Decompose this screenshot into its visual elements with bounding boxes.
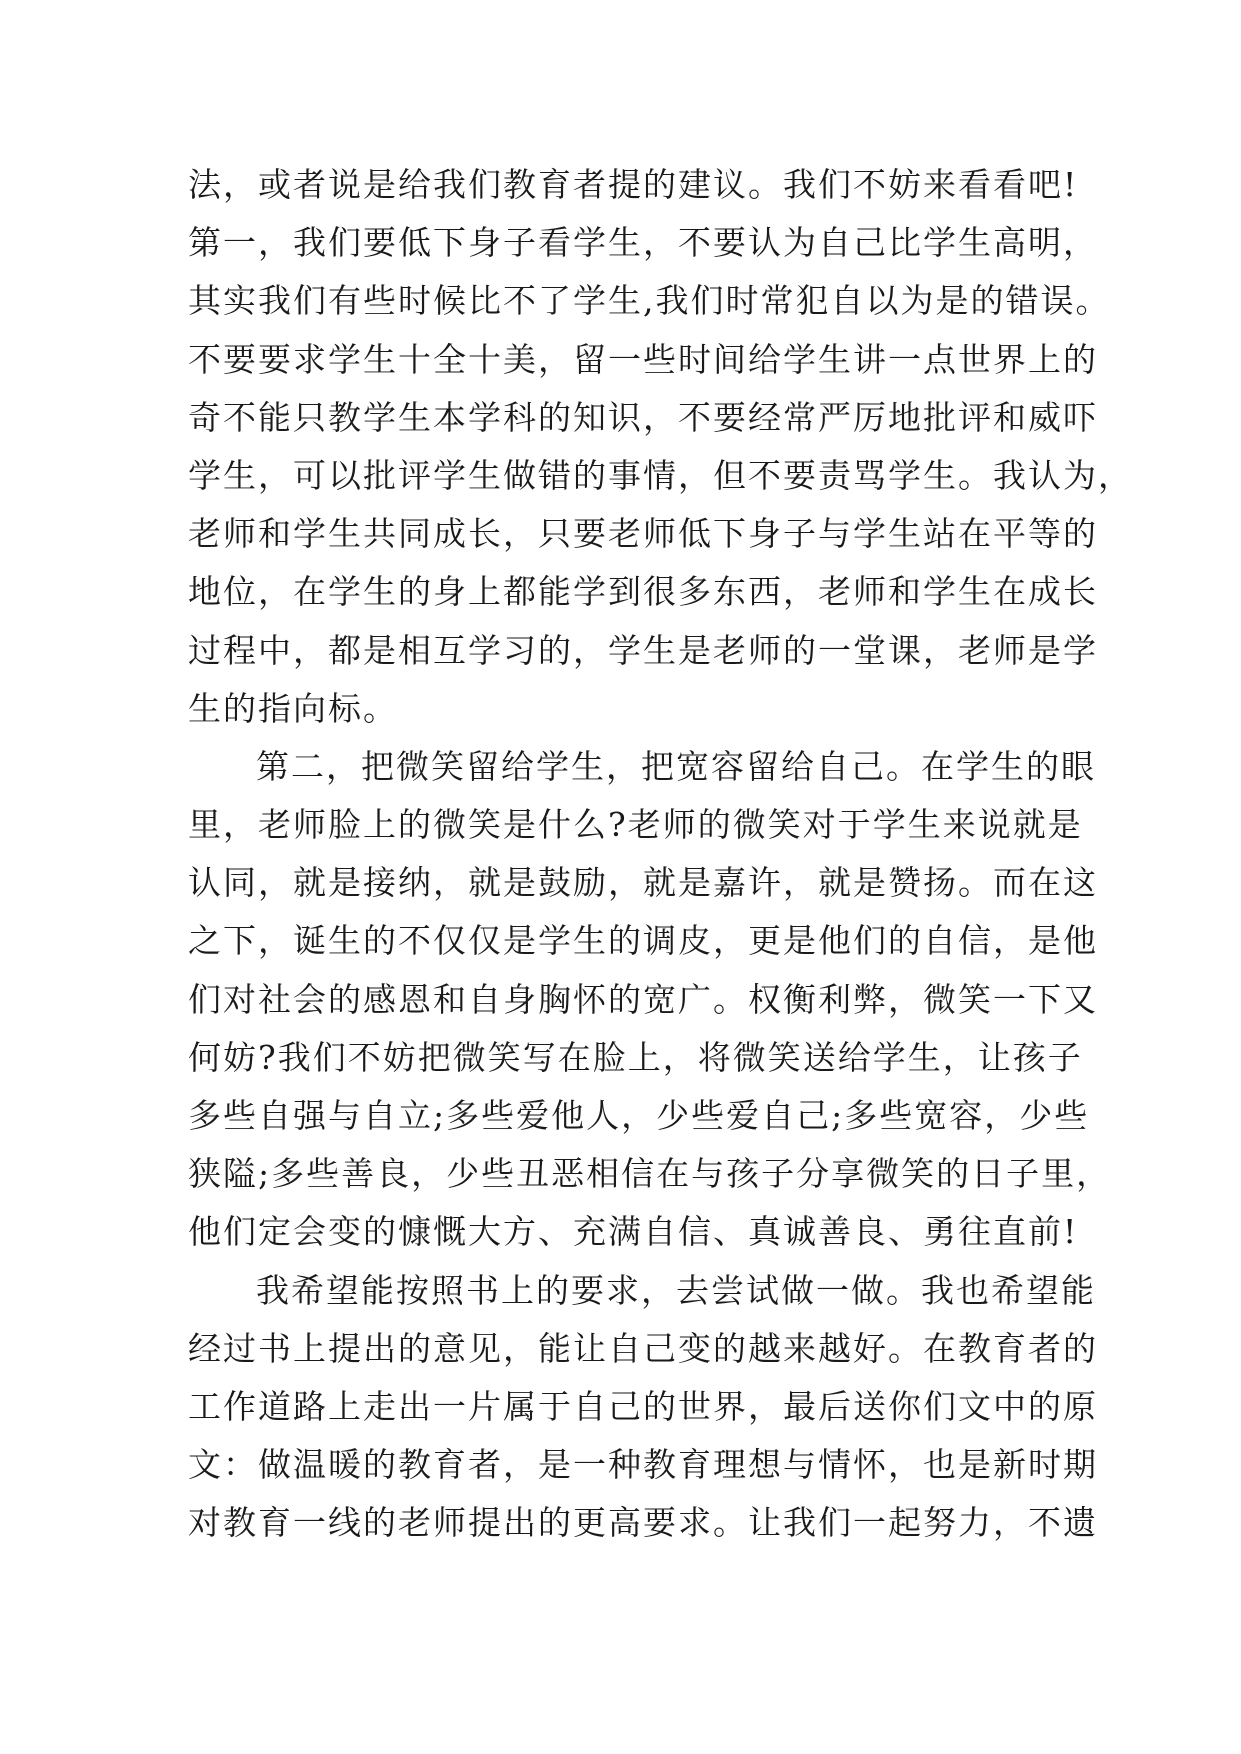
body-text (188, 156, 1133, 1553)
text-line: 狭隘;多些善良，少些丑恶相信在与孩子分享微笑的日子里， (188, 1154, 1112, 1194)
text-line: 文：做温暖的教育者，是一种教育理想与情怀，也是新时期 (188, 1445, 1098, 1485)
text-line: 不要要求学生十全十美，留一些时间给学生讲一点世界上的 (188, 339, 1098, 379)
text-line: 生的指向标。 (188, 688, 398, 728)
text-line: 里，老师脸上的微笑是什么?老师的微笑对于学生来说就是 (188, 805, 1083, 845)
text-line: 奇不能只教学生本学科的知识，不要经常严厉地批评和威吓 (188, 397, 1098, 437)
text-line: 们对社会的感恩和自身胸怀的宽广。权衡利弊，微笑一下又 (188, 979, 1098, 1019)
text-line: 老师和学生共同成长，只要老师低下身子与学生站在平等的 (188, 514, 1098, 554)
paragraph-start-line: 第二，把微笑留给学生，把宽容留给自己。在学生的眼 (256, 746, 1096, 786)
text-line: 地位，在学生的身上都能学到很多东西，老师和学生在成长 (188, 572, 1098, 612)
text-line: 他们定会变的慷慨大方、充满自信、真诚善良、勇往直前! (188, 1212, 1079, 1252)
text-line: 第一，我们要低下身子看学生，不要认为自己比学生高明， (188, 223, 1098, 263)
text-line: 认同，就是接纳，就是鼓励，就是嘉许，就是赞扬。而在这 (188, 863, 1098, 903)
text-line: 之下，诞生的不仅仅是学生的调皮，更是他们的自信，是他 (188, 921, 1098, 961)
text-line: 经过书上提出的意见，能让自己变的越来越好。在教育者的 (188, 1328, 1098, 1368)
text-line: 学生，可以批评学生做错的事情，但不要责骂学生。我认为， (188, 455, 1133, 495)
text-line: 过程中，都是相互学习的，学生是老师的一堂课，老师是学 (188, 630, 1098, 670)
text-line: 工作道路上走出一片属于自己的世界，最后送你们文中的原 (188, 1386, 1098, 1426)
text-line: 其实我们有些时候比不了学生,我们时常犯自以为是的错误。 (188, 281, 1111, 321)
text-line: 对教育一线的老师提出的更高要求。让我们一起努力，不遗 (188, 1503, 1098, 1543)
paragraph-start-line: 我希望能按照书上的要求，去尝试做一做。我也希望能 (256, 1270, 1096, 1310)
text-line: 何妨?我们不妨把微笑写在脸上，将微笑送给学生，让孩子 (188, 1037, 1083, 1077)
text-line: 法，或者说是给我们教育者提的建议。我们不妨来看看吧! (188, 165, 1079, 204)
text-line: 多些自强与自立;多些爱他人，少些爱自己;多些宽容，少些 (188, 1096, 1090, 1135)
